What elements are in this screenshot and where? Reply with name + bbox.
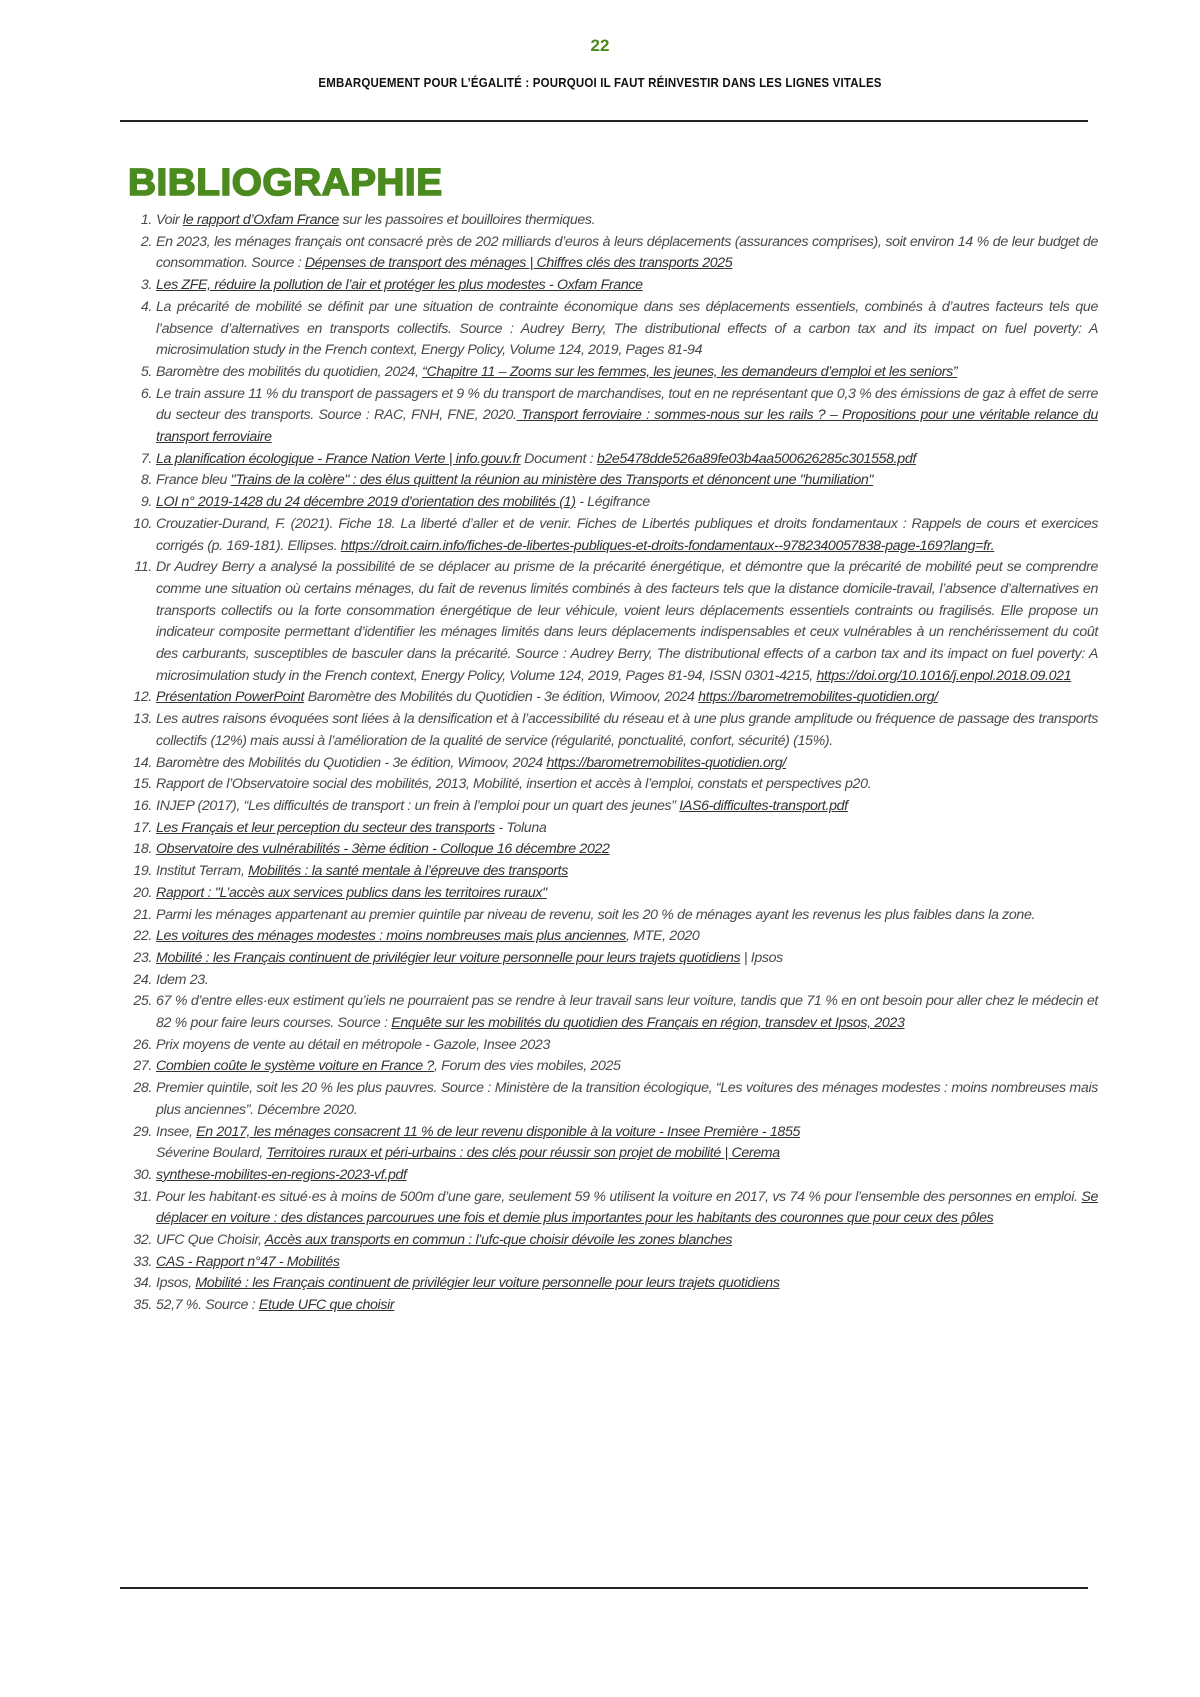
entry-number: 32. [133,1232,152,1249]
page-number: 22 [590,36,610,55]
entry-number: 19. [133,863,152,880]
entry-text: Parmi les ménages appartenant au premier quintile par niveau de revenu, soit les 20 % de ménages ayant les revenus les plus faibles dans la zone. [156,906,1036,923]
entry-text: 52,7 %. Source : [156,1297,259,1314]
section-title: BIBLIOGRAPHIE [128,162,443,204]
entry-number: 22. [133,928,152,945]
entry-text: Voir [156,212,183,228]
reference-link[interactable]: Se déplacer en voiture : des distances parcourues une fois et demie plus importantes pour les habitants des couronnes que pour ceux des pôles [156,1188,1098,1227]
entry-text: Crouzatier-Durand, F. (2021). Fiche 18. La liberté d’aller et de venir. Fiches de Libertés publiques et droits fondamentaux : Rappels de cours et exercices corrigés (p. 169-181). Ellipses. [156,515,1098,554]
reference-link[interactable]: Les ZFE, réduire la pollution de l’air et protéger les plus modestes - Oxfam France [156,277,643,294]
entry-text: Insee, [156,1123,197,1140]
reference-link[interactable]: IAS6-difficultes-transport.pdf [679,797,848,814]
entry-number: 28. [133,1080,152,1097]
reference-link[interactable]: Dépenses de transport des ménages | Chiffres clés des transports 2025 [304,255,733,272]
reference-link[interactable]: Mobilités : la santé mentale à l’épreuve des transports [248,863,568,880]
entry-number: 14. [133,754,152,771]
reference-link[interactable]: Accès aux transports en commun : l’ufc-que choisir dévoile les zones blanches [264,1232,733,1249]
bibliography-list [130,210,1098,1317]
entry-number: 35. [133,1297,152,1314]
reference-link[interactable]: Mobilité : les Français continuent de privilégier leur voiture personnelle pour leurs trajets quotidiens [156,949,741,966]
reference-link[interactable]: b2e5478dde526a89fe03b4aa500626285c301558.pdf [596,450,916,467]
reference-link[interactable]: Les voitures des ménages modestes : moins nombreuses mais plus anciennes [156,928,627,945]
entry-text: Baromètre des mobilités du quotidien, 2024, [156,363,423,380]
entry-text: Séverine Boulard, [156,1145,267,1162]
entry-number: 15. [133,776,152,793]
entry-text: 67 % d’entre elles·eux estiment qu’iels ne pourraient pas se rendre à leur travail sans leur voiture, tandis que 71 % en ont besoin pour aller chez le médecin et 82 % pour faire leurs courses. Source : [156,993,1098,1032]
reference-link[interactable]: CAS - Rapport n°47 - Mobilités [156,1253,340,1270]
bibliography-entry [130,1252,1098,1274]
entry-text: Le train assure 11 % du transport de passagers et 9 % du transport de marchandises, tout en ne représentant que 0,3 % des émissions de gaz à effet de serre du secteur des transports. Source : RAC, FNH, FNE, 2020. [156,385,1098,424]
reference-link[interactable]: En 2017, les ménages consacrent 11 % de leur revenu disponible à la voiture - Insee Première - 1855 [196,1123,801,1140]
entry-number: 13. [133,711,152,728]
bibliography-entry [130,1230,1098,1252]
reference-link[interactable]: “Chapitre 11 – Zooms sur les femmes, les jeunes, les demandeurs d’emploi et les seniors” [422,363,958,380]
entry-number: 27. [133,1058,152,1075]
entry-number: 1. [140,212,152,228]
entry-text: Institut Terram, [156,863,249,880]
entry-text: Les autres raisons évoquées sont liées à la densification et à l’accessibilité du réseau et à une plus grande amplitude ou fréquence de passage des transports collectifs (12%) mais aussi à l’amélioration de la qualité de service (régularité, ponctualité, confort, sécurité) (15%). [156,711,1098,749]
bibliography-entry [130,557,1098,687]
bibliography-entry [130,883,1098,905]
entry-number: 25. [133,993,152,1010]
entry-text: Rapport de l’Observatoire social des mobilités, 2013, Mobilité, insertion et accès à l’emploi, constats et perspectives p20. [156,776,872,793]
reference-link[interactable]: Mobilité : les Français continuent de privilégier leur voiture personnelle pour leurs trajets quotidiens [195,1275,780,1292]
bibliography-entry [130,210,1098,232]
entry-number: 2. [140,233,152,250]
entry-number: 17. [133,819,152,836]
entry-number: 16. [133,797,152,814]
reference-link[interactable]: La planification écologique - France Nation Verte | info.gouv.fr [156,450,521,467]
header-divider [120,120,1088,122]
entry-text: La précarité de mobilité se définit par une situation de contrainte économique dans ses déplacements essentiels, combinés à d’autres facteurs tels que l’absence d’alternatives en transports collectifs. Source : Audrey Berry, The distributional effects of a carbon tax and its impact on fuel poverty: A microsimulation study in the French context, Energy Policy, Volume 124, 2019, Pages 81-94 [156,298,1098,359]
bibliography-entry [130,753,1098,775]
footer-divider [120,1587,1088,1589]
bibliography-entry [130,774,1098,796]
reference-link[interactable]: LOI n° 2019-1428 du 24 décembre 2019 d’orientation des mobilités (1) [156,494,576,511]
entry-text: Document : [520,450,597,467]
entry-number: 6. [140,385,152,402]
entry-number: 4. [140,298,152,315]
bibliography-entry [130,1187,1098,1230]
entry-number: 3. [140,277,152,294]
bibliography-entry [130,970,1098,992]
bibliography-entry [130,861,1098,883]
bibliography-entry [130,905,1098,927]
entry-number: 9. [140,494,152,511]
entry-number: 18. [133,841,152,858]
entry-number: 29. [133,1123,152,1140]
entry-text: INJEP (2017), “Les difficultés de transport : un frein à l’emploi pour un quart des jeunes” [156,797,680,814]
bibliography-entry [130,948,1098,970]
bibliography-entry [130,384,1098,449]
entry-number: 24. [133,971,152,988]
entry-text: sur les passoires et bouilloires thermiques. [338,212,596,228]
bibliography-entry [130,709,1098,752]
entry-number: 33. [133,1253,152,1270]
reference-link[interactable]: Territoires ruraux et péri-urbains : des clés pour réussir son projet de mobilité | Cerema [266,1145,780,1162]
bibliography-entry [130,297,1098,362]
entry-number: 11. [134,559,152,576]
entry-text: UFC Que Choisir, [156,1232,265,1249]
bibliography-entry [130,796,1098,818]
bibliography-entry [130,991,1098,1034]
bibliography-entry [130,839,1098,861]
entry-number: 31. [133,1188,152,1205]
entry-text: Prix moyens de vente au détail en métropole - Gazole, Insee 2023 [156,1036,551,1053]
reference-link[interactable]: Enquête sur les mobilités du quotidien des Français en région, transdev et Ipsos, 2023 [391,1015,905,1032]
entry-number: 5. [140,363,152,380]
entry-text: - Légifrance [575,494,650,511]
bibliography-entry [130,1078,1098,1121]
entry-text: - Toluna [494,819,547,836]
reference-link[interactable]: "Trains de la colère" : des élus quittent la réunion au ministère des Transports et dénoncent une "humiliation" [230,472,874,489]
bibliography-entry [130,1273,1098,1295]
bibliography-entry [130,492,1098,514]
reference-link[interactable]: Etude UFC que choisir [258,1297,395,1314]
reference-link[interactable]: Observatoire des vulnérabilités - 3ème édition - Colloque 16 décembre 2022 [156,841,610,858]
bibliography-entry [130,232,1098,275]
entry-number: 23. [133,949,152,966]
entry-number: 30. [133,1166,152,1183]
reference-link[interactable]: le rapport d’Oxfam France [182,212,339,228]
bibliography-entry [130,449,1098,471]
reference-link[interactable]: https://barometremobilites-quotidien.org/ [698,689,938,706]
reference-link[interactable]: https://droit.cairn.info/fiches-de-libertes-publiques-et-droits-fondamentaux--9782340057838-page-169?lang=fr. [340,537,995,554]
entry-text: Pour les habitant·es situé·es à moins de 500m d’une gare, seulement 59 % utilisent la voiture en 2017, vs 74 % pour l’ensemble des personnes en emploi. [156,1188,1082,1205]
entry-text: Dr Audrey Berry a analysé la possibilité de se déplacer au prisme de la précarité énergétique, et démontre que la précarité de mobilité peut se comprendre comme une situation où certains ménages, du fait de revenus limités combinés à des facteurs tels que la distance domicile-travail, l’absence d’alternatives en transports collectifs ou la forte consommation énergétique de leur véhicule, voient leurs déplacements essentiels contraints ou fragilisés. Elle propose un indicateur composite permettant d’identifier les ménages limités dans leurs déplacements indispensables et ceux vulnérables à un renchérissement du coût des carburants, susceptibles de basculer dans la précarité. Source : Audrey Berry, The distributional effects of a carbon tax and its impact on fuel poverty: A microsimulation study in the French context, Energy Policy, Volume 124, 2019, Pages 81-94, ISSN 0301-4215, [156,559,1098,684]
entry-text: France bleu [156,472,231,489]
entry-text: En 2023, les ménages français ont consacré près de 202 milliards d’euros à leurs déplacements (assurances comprises), soit environ 14 % de leur budget de consommation. Source : [156,233,1098,272]
bibliography-entry [130,926,1098,948]
entry-number: 8. [140,472,152,489]
reference-link[interactable]: Présentation PowerPoint [156,689,305,706]
bibliography-entry [130,818,1098,840]
reference-link[interactable]: Les Français et leur perception du secteur des transports [156,819,495,836]
bibliography-entry [130,1122,1098,1165]
entry-text: Idem 23. [156,971,209,988]
bibliography-entry [130,1165,1098,1187]
reference-link[interactable]: Rapport : "L’accès aux services publics dans les territoires ruraux" [156,884,547,901]
reference-link[interactable]: synthese-mobilites-en-regions-2023-vf.pdf [156,1166,407,1183]
bibliography-entry [130,687,1098,709]
bibliography-entry [130,1295,1098,1317]
entry-text: Ipsos, [156,1275,196,1292]
running-title: EMBARQUEMENT POUR L’ÉGALITÉ : POURQUOI IL FAUT RÉINVESTIR DANS LES LIGNES VITALES [318,76,882,90]
reference-link[interactable]: Combien coûte le système voiture en France ? [156,1058,434,1075]
bibliography-entry [130,514,1098,557]
bibliography-entry [130,1056,1098,1078]
entry-number: 34. [133,1275,152,1292]
bibliography-entry [130,275,1098,297]
entry-number: 7. [140,450,152,467]
entry-number: 12. [133,689,152,706]
entry-text: , MTE, 2020 [626,928,700,945]
entry-text: Baromètre des Mobilités du Quotidien - 3e édition, Wimoov, 2024 [156,754,547,771]
entry-number: 10. [133,515,152,532]
reference-link[interactable]: Transport ferroviaire : sommes-nous sur les rails ? – Propositions pour une véritable relance du transport ferroviaire [156,407,1098,446]
entry-text: Premier quintile, soit les 20 % les plus pauvres. Source : Ministère de la transition écologique, “Les voitures des ménages modestes : moins nombreuses mais plus anciennes”. Décembre 2020. [156,1080,1098,1118]
bibliography-entry [130,1035,1098,1057]
bibliography-entry [130,362,1098,384]
entry-number: 21. [133,906,152,923]
entry-text: | Ipsos [740,949,783,966]
reference-link[interactable]: https://barometremobilites-quotidien.org/ [546,754,787,771]
bibliography-entry [130,470,1098,492]
reference-link[interactable]: https://doi.org/10.1016/j.enpol.2018.09.021 [816,667,1072,684]
entry-text: , Forum des vies mobiles, 2025 [433,1058,621,1075]
entry-text: Baromètre des Mobilités du Quotidien - 3e édition, Wimoov, 2024 [304,689,699,706]
entry-number: 26. [133,1036,152,1053]
entry-number: 20. [133,884,152,901]
